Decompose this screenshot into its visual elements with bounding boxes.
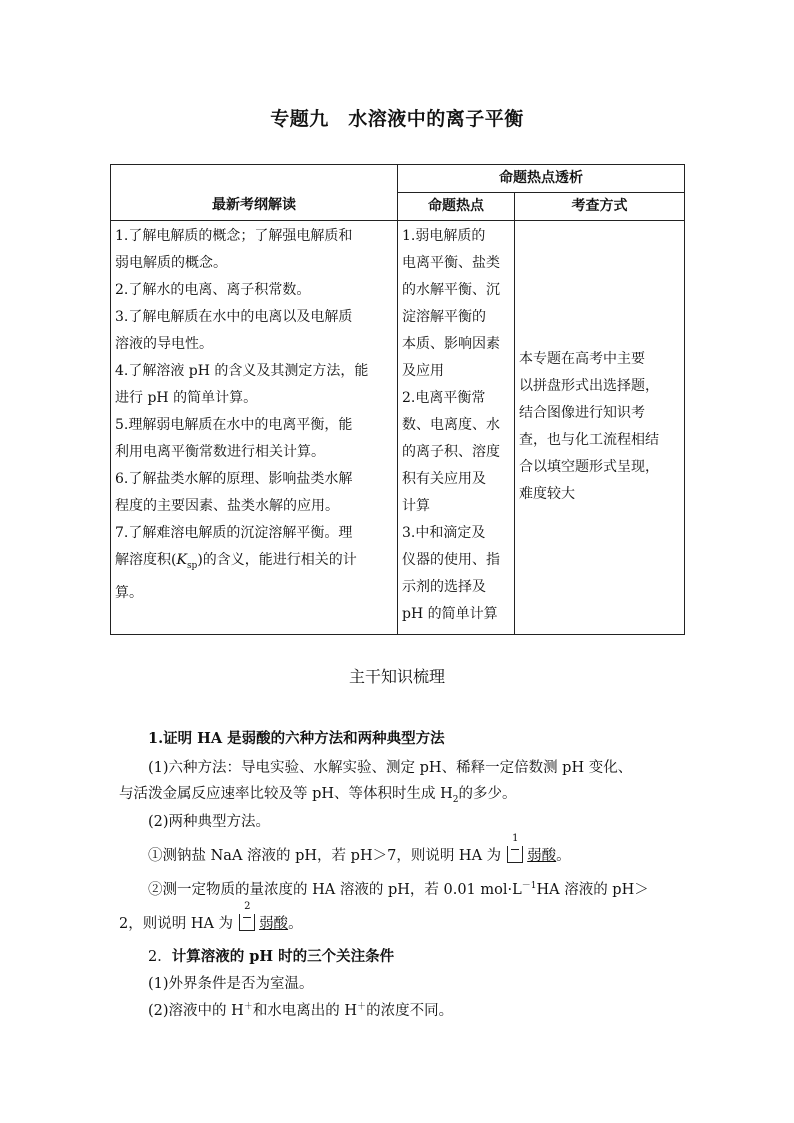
header-hot-topics: 命题热点: [398, 193, 515, 221]
answer-text: 弱酸: [527, 848, 557, 864]
text-segment: 与活泼金属反应速率比较及等 pH、等体积时生成 H: [119, 786, 453, 802]
header-exam-method: 考查方式: [515, 193, 685, 221]
outline-line: 4.了解溶液 pH 的含义及其测定方法，能: [115, 363, 369, 379]
hot-topic-line: 的水解平衡、沉: [402, 282, 500, 298]
hot-topic-line: 积有关应用及: [402, 471, 486, 487]
exam-method-line: 查，也与化工流程相结: [519, 432, 659, 449]
outline-line: 7.了解难溶电解质的沉淀溶解平衡。理: [115, 525, 353, 541]
outline-line: 3.了解电解质在水中的电离以及电解质: [115, 309, 353, 325]
charge-superscript: ＋: [243, 1002, 253, 1013]
hot-topic-line: 本质、影响因素: [402, 336, 500, 352]
outline-line-ksp: [115, 547, 393, 580]
ksp-tail: )的含义，能进行相关的计: [197, 552, 357, 568]
blank-number: 1: [512, 833, 519, 844]
text-segment: 的多少。: [458, 786, 517, 802]
paragraph-method-two-cont: [119, 901, 303, 933]
paragraph-six-methods: (1)六种方法：导电实验、水解实验、测定 pH、稀释一定倍数测 pH 变化、: [148, 760, 633, 776]
hot-topic-line: 2.电离平衡常: [402, 390, 486, 406]
section-title: 主干知识梳理: [348, 667, 445, 686]
text-segment: (2)溶液中的 H: [148, 1003, 244, 1019]
text-segment: 。: [288, 916, 303, 932]
heading-number: 2．: [148, 949, 172, 965]
outline-line: 1.了解电解质的概念；了解强电解质和: [115, 228, 353, 244]
blank-mark: [511, 849, 519, 850]
paragraph-method-two: [148, 878, 649, 899]
text-segment: 2，则说明 HA 为: [119, 916, 234, 932]
document-title: 专题九 水溶液中的离子平衡: [270, 108, 524, 130]
hot-topic-line: 的离子积、溶度: [402, 444, 500, 460]
heading-prove-weak-acid: 1.证明 HA 是弱酸的六种方法和两种典型方法: [148, 730, 445, 747]
outline-line: 利用电离平衡常数进行相关计算。: [115, 444, 325, 460]
answer-text: 弱酸: [259, 916, 289, 932]
text-segment: 。: [556, 848, 571, 864]
text-segment: ①测钠盐 NaA 溶液的 pH，若 pH＞7，则说明 HA 为: [148, 848, 502, 864]
paragraph-method-one: [148, 833, 571, 865]
outline-line: 程度的主要因素、盐类水解的应用。: [115, 498, 339, 514]
outline-line: 算。: [115, 584, 143, 601]
exam-method-line: 合以填空题形式呈现，: [519, 459, 659, 476]
charge-superscript: ＋: [357, 1002, 367, 1013]
exam-method-line: 难度较大: [519, 486, 575, 503]
outline-line: 5.理解弱电解质在水中的电离平衡，能: [115, 417, 353, 433]
answer-blank-box: [239, 901, 255, 931]
exam-method-line: 本专题在高考中主要: [519, 351, 645, 368]
text-segment: 和水电离出的 H: [252, 1003, 358, 1019]
ksp-subscript: sp: [186, 560, 198, 571]
outline-spacer: [115, 607, 393, 634]
text-segment: 的浓度不同。: [366, 1003, 454, 1019]
exam-method-cell: [515, 221, 685, 635]
ksp-lead: 解溶度积(: [115, 552, 177, 568]
hot-topic-line: 仪器的使用、指: [402, 552, 500, 568]
heading-text: 计算溶液的 pH 时的三个关注条件: [171, 948, 395, 965]
answer-blank-box: [507, 833, 523, 863]
hot-topic-line: 数、电离度、水: [402, 417, 500, 433]
exam-method-line: 以拼盘形式出选择题，: [519, 378, 659, 395]
hot-topics-cell: [398, 221, 515, 635]
outline-line: 溶液的导电性。: [115, 336, 213, 352]
hot-topic-line: 计算: [402, 498, 430, 514]
hot-topic-line: 3.中和滴定及: [402, 525, 486, 541]
hot-topic-line: 及应用: [402, 363, 444, 379]
heading-ph-conditions: [148, 945, 394, 966]
outline-line: 6.了解盐类水解的原理、影响盐类水解: [115, 471, 353, 487]
hot-topic-line: 电离平衡、盐类: [402, 255, 500, 271]
unit-superscript: －1: [521, 881, 537, 892]
blank-number: 2: [244, 901, 251, 912]
text-segment: ②测一定物质的量浓度的 HA 溶液的 pH，若 0.01 mol·L: [148, 882, 522, 898]
outline-cell: [111, 221, 398, 635]
text-segment: HA 溶液的 pH＞: [536, 882, 649, 898]
hot-topic-line: 淀溶解平衡的: [402, 309, 486, 325]
paragraph-condition-one: (1)外界条件是否为室温。: [148, 976, 314, 992]
hot-topic-line: pH 的简单计算: [402, 606, 498, 622]
ksp-symbol: K: [176, 552, 187, 568]
paragraph-six-methods-cont: [119, 782, 517, 805]
hot-topic-line: 1.弱电解质的: [402, 228, 486, 244]
header-hot-topics-group: 命题热点透析: [398, 165, 685, 193]
outline-line: 2.了解水的电离、离子积常数。: [115, 282, 311, 298]
syllabus-table: [110, 164, 685, 635]
outline-line: 进行 pH 的简单计算。: [115, 390, 258, 406]
header-exam-outline: 最新考纲解读: [111, 165, 398, 221]
exam-method-line: 结合图像进行知识考: [519, 405, 645, 422]
h2-subscript: 2: [452, 794, 459, 805]
outline-line: 弱电解质的概念。: [115, 255, 227, 271]
blank-mark: [243, 917, 251, 918]
paragraph-condition-two: [148, 999, 453, 1020]
hot-topic-line: 示剂的选择及: [402, 579, 486, 595]
paragraph-two-methods: (2)两种典型方法。: [148, 814, 271, 830]
